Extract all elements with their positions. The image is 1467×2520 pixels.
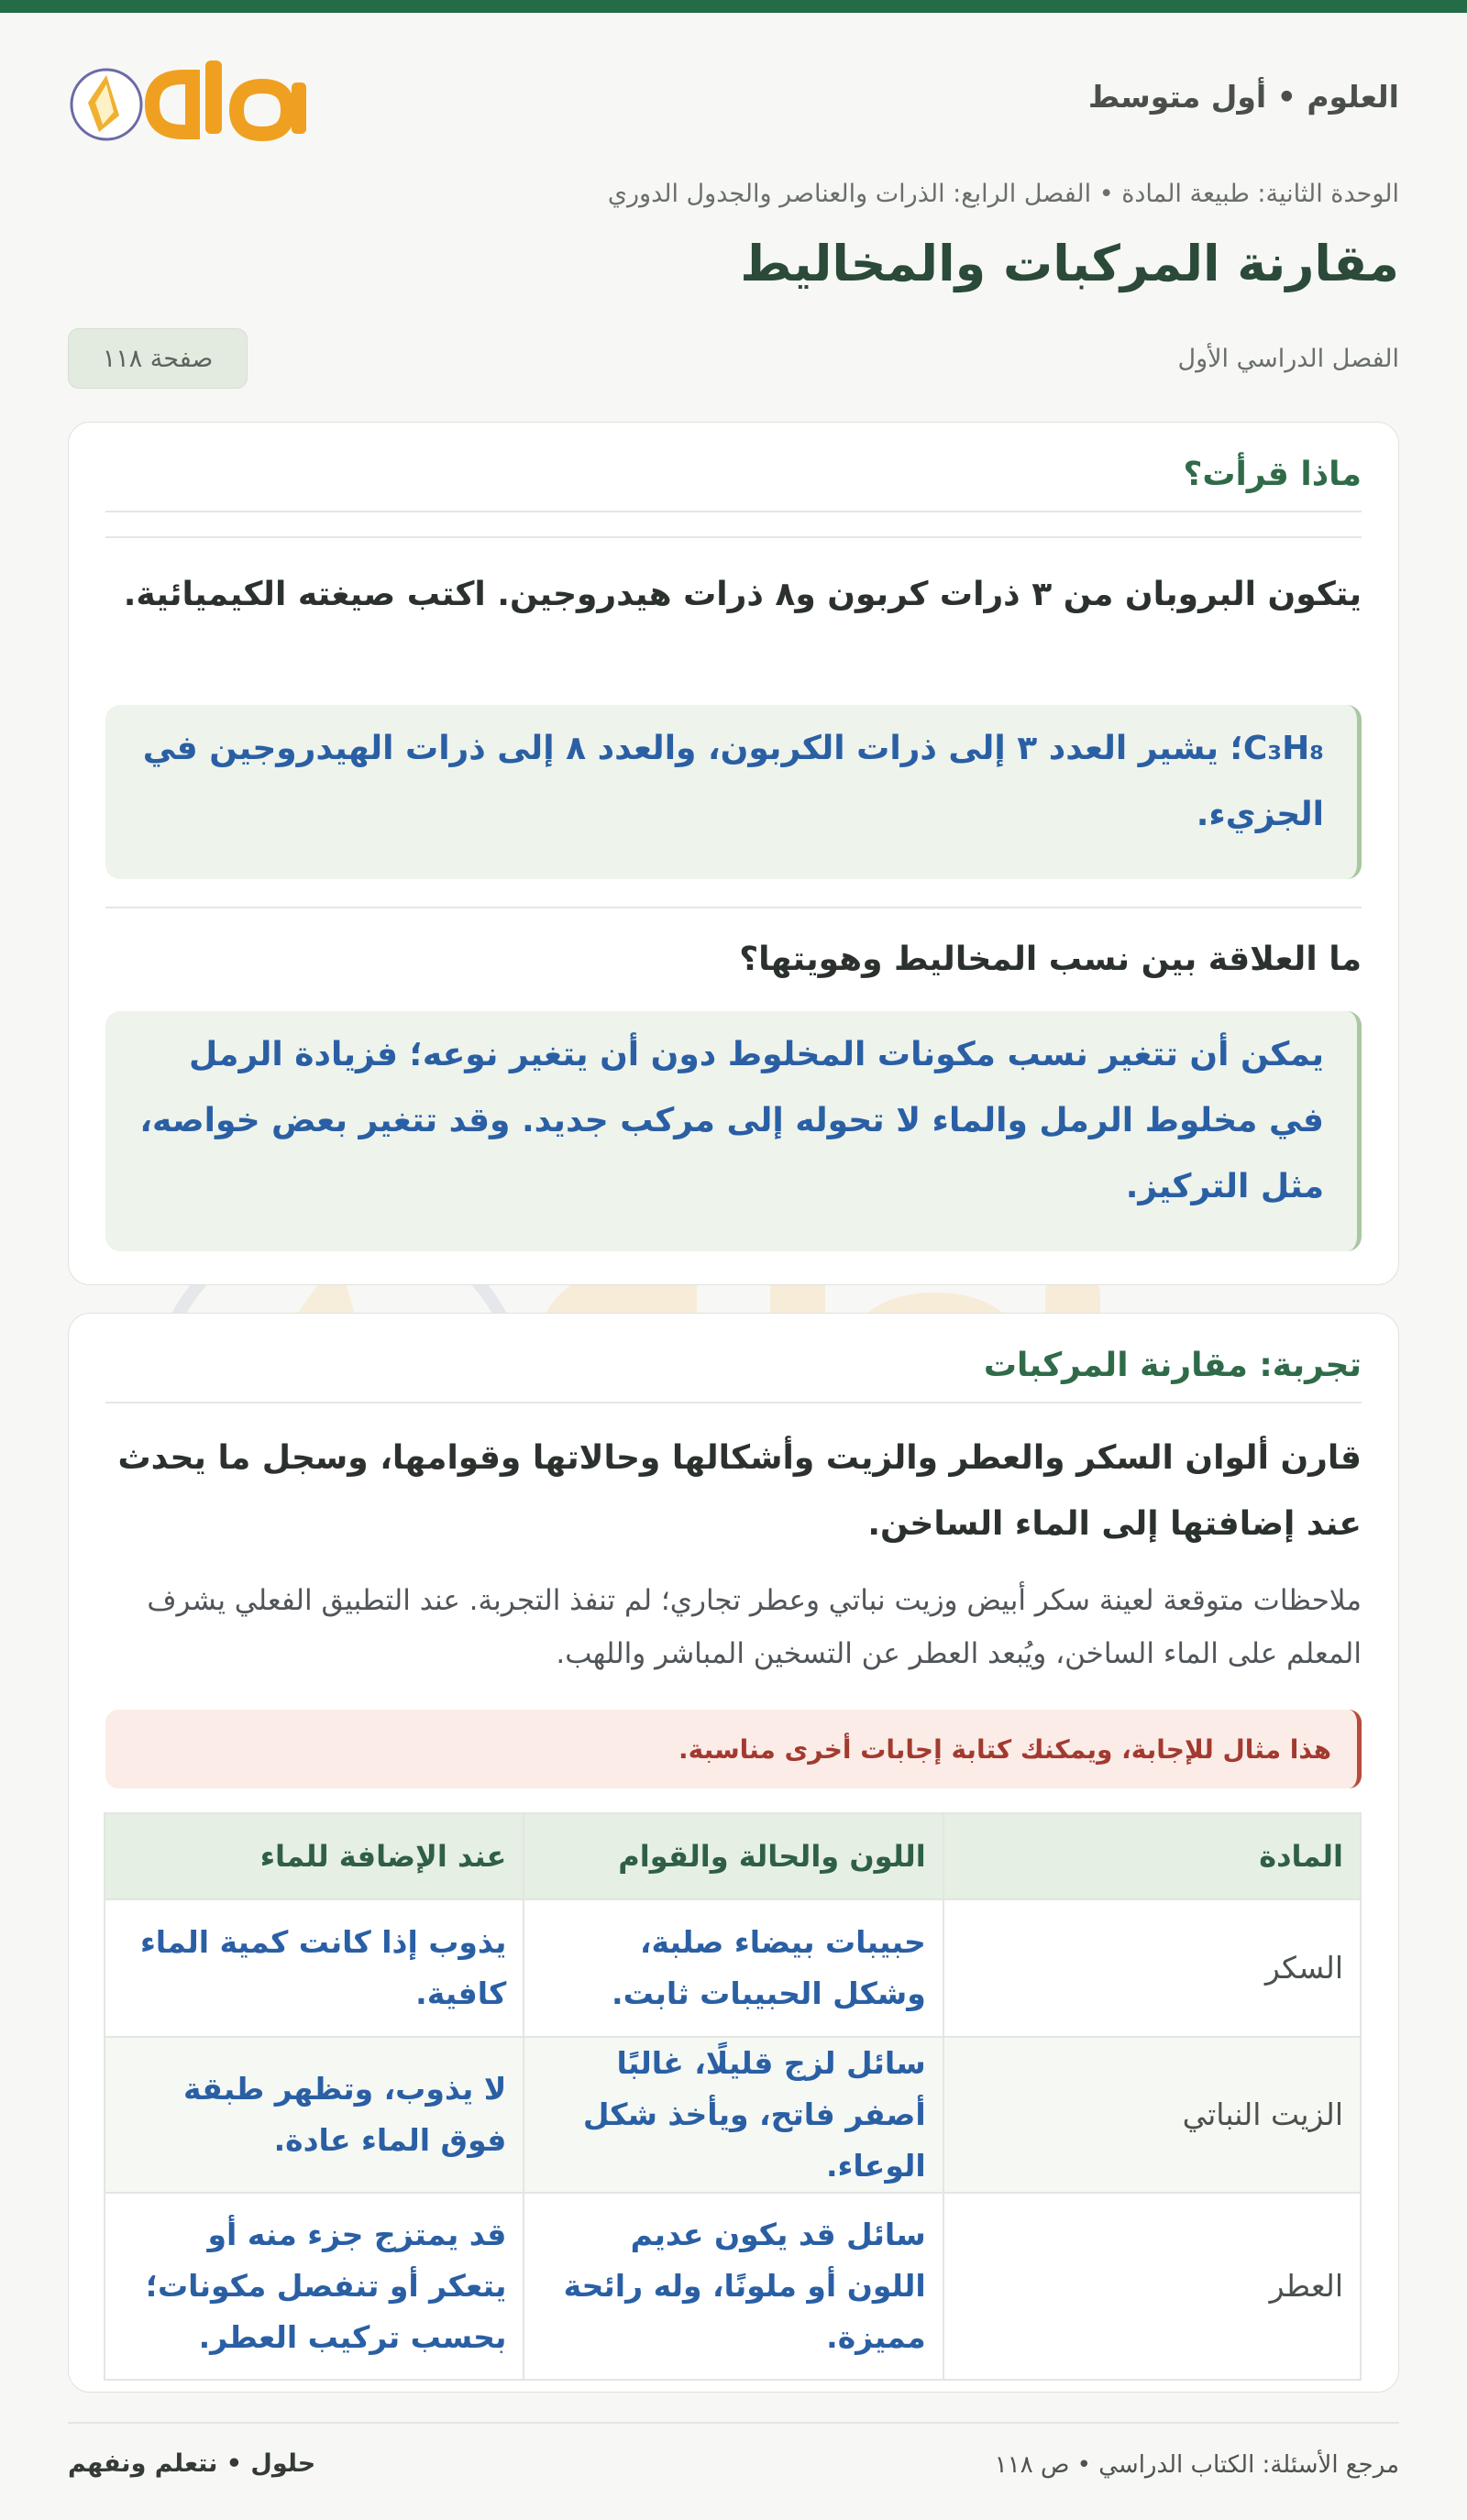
table-row [105,2037,1361,2193]
what-did-you-read-card [68,422,1399,1285]
column-header: اللون والحالة والقوام [524,1813,943,1899]
question-propane: يتكون البروبان من ٣ ذرات كربون و٨ ذرات هيدروجين. اكتب صيغته الكيميائية. [123,576,1362,613]
column-header: عند الإضافة للماء [105,1813,524,1899]
experiment-note: ملاحظات متوقعة لعينة سكر أبيض وزيت نباتي وعطر تجاري؛ لم تنفذ التجربة. عند التطبيق الفعلي يشرف المعلم على الماء الساخن، ويُبعد العطر عن التسخين المباشر واللهب. [147,1584,1362,1670]
divider [105,511,1362,512]
subject-label: العلوم • أول متوسط [1087,79,1399,115]
answer-mixture-ratio: يمكن أن تتغير نسب مكونات المخلوط دون أن يتغير نوعه؛ فزيادة الرمل في مخلوط الرمل والماء لا تحوله إلى مركب جديد. وقد تتغير بعض خواصه، مثل التركيز. [105,1011,1362,1251]
table-cell-substance: السكر [943,1899,1361,2037]
table-header-row [105,1813,1361,1899]
alert-text: هذا مثال للإجابة، ويمكنك كتابة إجابات أخرى مناسبة. [678,1733,1331,1765]
answer-propane: C₃H₈؛ يشير العدد ٣ إلى ذرات الكربون، والعدد ٨ إلى ذرات الهيدروجين في الجزيء. [105,705,1362,879]
page-title: مقارنة المركبات والمخاليط [740,235,1399,292]
hulul-logo[interactable] [68,51,315,152]
table-cell-in-water: لا يذوب، وتظهر طبقة فوق الماء عادة. [105,2037,524,2193]
table-cell-appearance: سائل لزج قليلًا، غالبًا أصفر فاتح، ويأخذ شكل الوعاء. [524,2037,943,2193]
page-header [68,51,1399,143]
table-row [105,2193,1361,2380]
top-accent-bar [0,0,1467,13]
experiment-card [68,1313,1399,2393]
column-header: المادة [943,1813,1361,1899]
table-cell-substance: العطر [943,2193,1361,2380]
footer-reference: مرجع الأسئلة: الكتاب الدراسي • ص ١١٨ [994,2451,1399,2479]
observations-table [104,1812,1362,2381]
divider [105,1402,1362,1403]
table-cell-in-water: قد يمتزج جزء منه أو يتعكر أو تنفصل مكونات؛ بحسب تركيب العطر. [105,2193,524,2380]
question-mixture-ratio: ما العلاقة بين نسب المخاليط وهويتها؟ [739,941,1362,978]
footer-divider [68,2422,1399,2424]
table-cell-appearance: حبيبات بيضاء صلبة، وشكل الحبيبات ثابت. [524,1899,943,2037]
breadcrumb: الوحدة الثانية: طبيعة المادة • الفصل الرابع: الذرات والعناصر والجدول الدوري [607,180,1399,208]
page-number-badge: صفحة ١١٨ [68,328,248,389]
table-cell-in-water: يذوب إذا كانت كمية الماء كافية. [105,1899,524,2037]
experiment-task: قارن ألوان السكر والعطر والزيت وأشكالها وحالاتها وقوامها، وسجل ما يحدث عند إضافتها إلى الماء الساخن. [117,1439,1362,1543]
answer-example-alert [105,1710,1362,1788]
term-label: الفصل الدراسي الأول [1177,345,1399,373]
table-row [105,1899,1361,2037]
table-cell-substance: الزيت النباتي [943,2037,1361,2193]
divider [105,536,1362,538]
divider [105,907,1362,908]
footer-brand: حلول • نتعلم ونفهم [68,2449,316,2478]
card-title: تجربة: مقارنة المركبات [983,1347,1362,1384]
table-cell-appearance: سائل قد يكون عديم اللون أو ملونًا، وله رائحة مميزة. [524,2193,943,2380]
card-title: ماذا قرأت؟ [1183,456,1362,493]
